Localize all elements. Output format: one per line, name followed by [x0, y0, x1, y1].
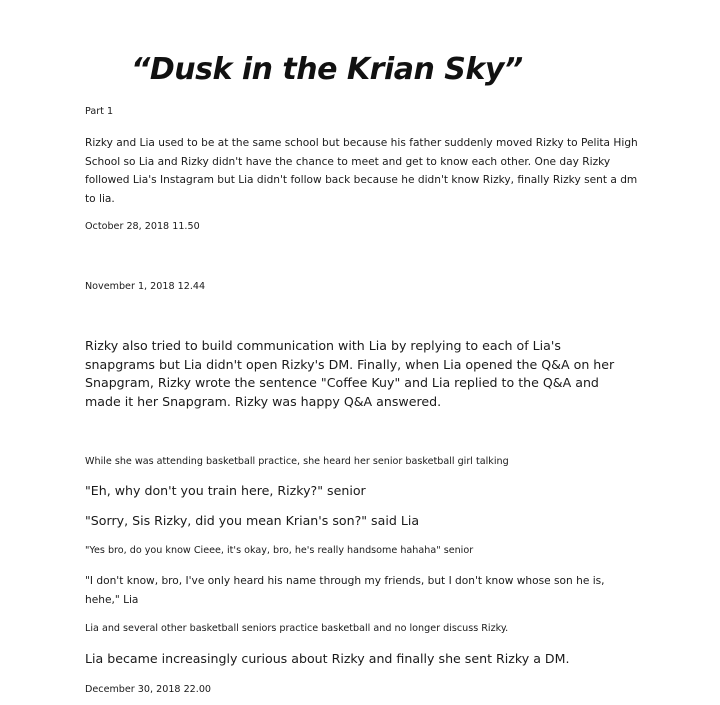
- part-label: Part 1: [85, 106, 114, 117]
- dialogue-senior-question: "Eh, why don't you train here, Rizky?" senior: [85, 483, 366, 498]
- dialogue-senior-answer: "Yes bro, do you know Cieee, it's okay, bro, he's really handsome hahaha" senior: [85, 545, 474, 556]
- date-november-1: November 1, 2018 12.44: [85, 281, 206, 292]
- dialogue-lia-reply: "Sorry, Sis Rizky, did you mean Krian's son?" said Lia: [85, 513, 420, 528]
- date-december-30: December 30, 2018 22.00: [85, 684, 212, 695]
- narration-practice-continues: Lia and several other basketball seniors practice basketball and no longer discuss Rizky.: [85, 623, 509, 634]
- communication-paragraph: Rizky also tried to build communication with Lia by replying to each of Lia's snapgrams but Lia didn't open Rizky's DM. Finally, when Lia opened the Q&A on her Snapgram, Rizky wrote the sentence "Coffee Kuy" and Lia replied to the Q&A and made it her Snapgram. Rizky was happy Q&A answered.: [85, 338, 615, 409]
- dialogue-lia-answer: "I don't know, bro, I've only heard his name through my friends, but I don't know whose son he is, hehe," Lia: [85, 575, 605, 606]
- date-october-28: October 28, 2018 11.50: [85, 221, 200, 232]
- intro-paragraph: Rizky and Lia used to be at the same school but because his father suddenly moved Rizky to Pelita High School so Lia and Rizky didn't have the chance to meet and get to know each other. One day Rizky followed Lia's Instagram but Lia didn't follow back because he didn't know Rizky, finally Rizky sent a dm to lia.: [85, 137, 638, 205]
- narration-lia-curious: Lia became increasingly curious about Rizky and finally she sent Rizky a DM.: [85, 651, 570, 666]
- narration-basketball-practice: While she was attending basketball practice, she heard her senior basketball girl talking: [85, 456, 509, 467]
- document-title: “Dusk in the Krian Sky”: [131, 52, 523, 87]
